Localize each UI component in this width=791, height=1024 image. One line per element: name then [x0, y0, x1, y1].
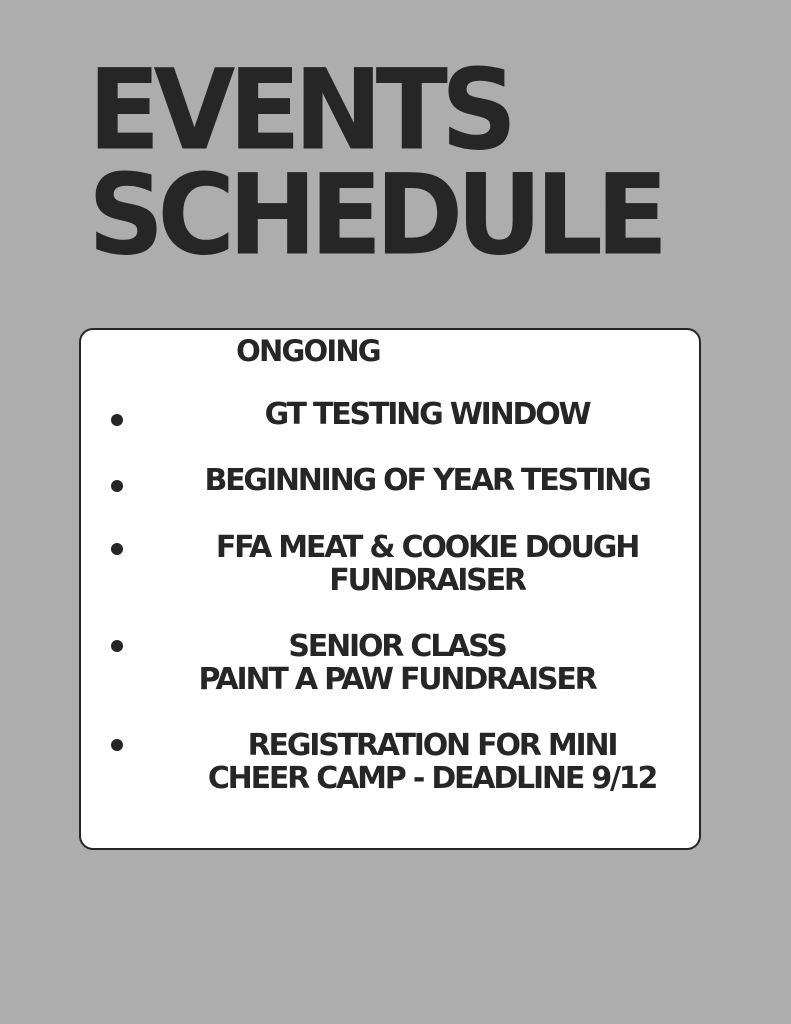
- bullet-icon: [111, 739, 123, 751]
- list-item-text: [141, 464, 713, 497]
- list-item-text: [141, 531, 713, 597]
- bullet-icon: [111, 480, 123, 492]
- events-card: [79, 328, 701, 850]
- list-item-text: [141, 729, 723, 795]
- title-line-2: SCHEDULE: [88, 150, 662, 280]
- list-item-line: PAINT A PAW FUNDRAISER: [198, 662, 596, 697]
- bullet-icon: [111, 543, 123, 555]
- list-item-line: CHEER CAMP - DEADLINE 9/12: [207, 761, 657, 796]
- list-item-text: [121, 630, 673, 696]
- list-item-line: FFA MEAT & COOKIE DOUGH: [215, 530, 639, 565]
- list-item-line: FUNDRAISER: [329, 563, 525, 598]
- bullet-icon: [111, 414, 123, 426]
- list-item-text: [141, 398, 713, 431]
- title-line-1: EVENTS: [88, 45, 511, 175]
- page-title: [88, 45, 662, 280]
- list-item-line: GT TESTING WINDOW: [264, 397, 590, 432]
- section-heading: ONGOING: [236, 334, 380, 368]
- list-item-line: REGISTRATION FOR MINI: [247, 728, 617, 763]
- list-item-line: SENIOR CLASS: [288, 629, 506, 664]
- list-item-line: BEGINNING OF YEAR TESTING: [204, 463, 650, 498]
